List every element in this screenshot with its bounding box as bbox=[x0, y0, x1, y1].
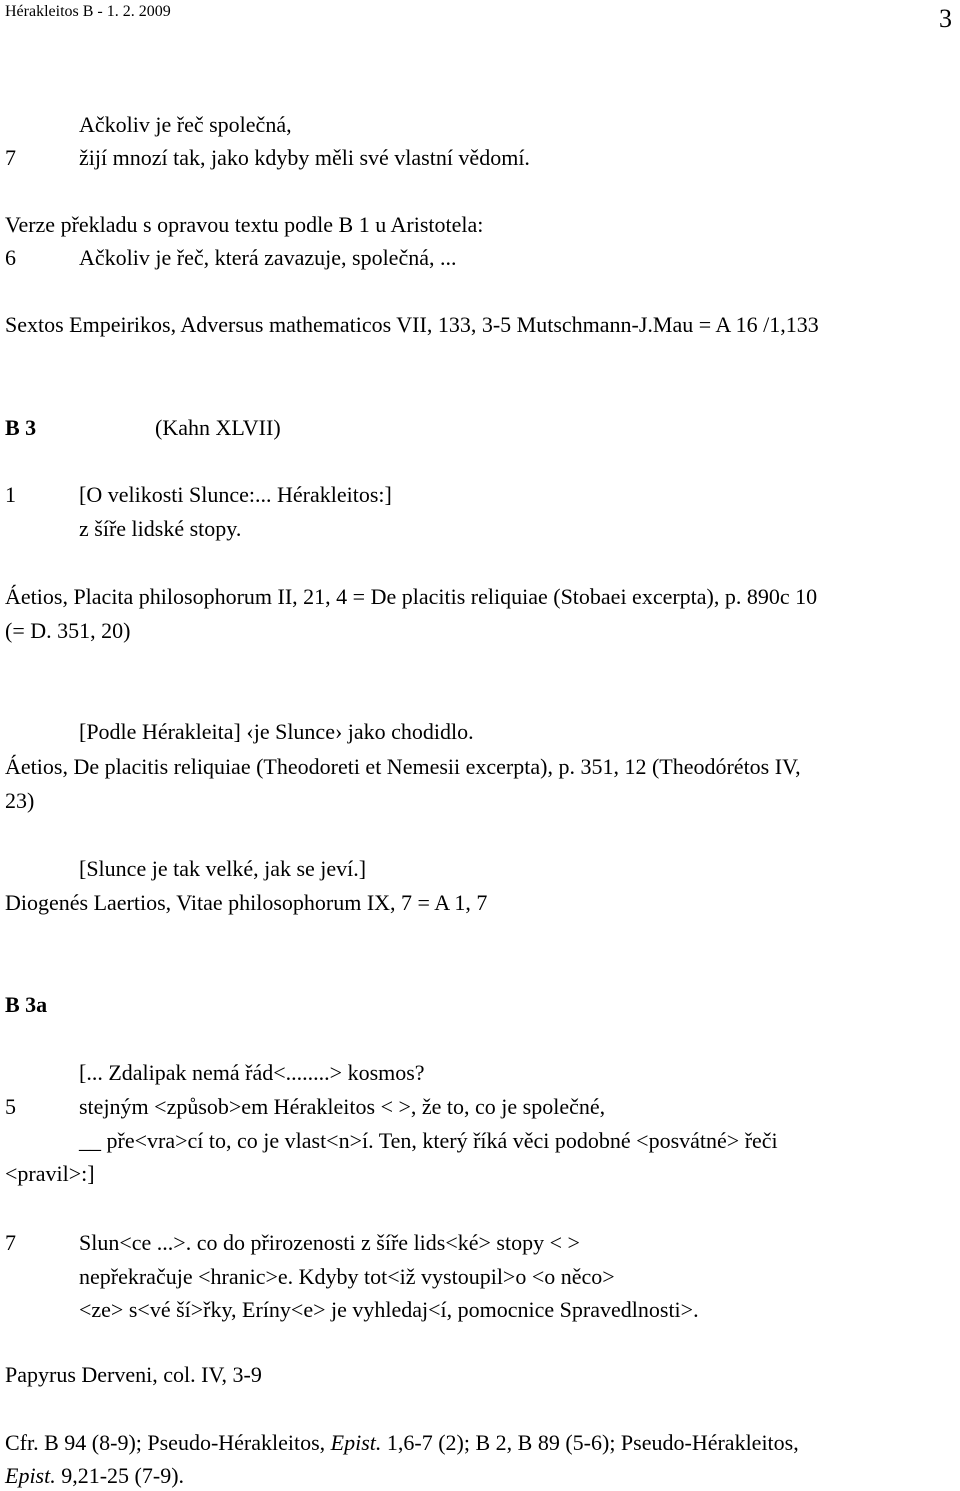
source-citation-cont: 23) bbox=[5, 788, 35, 813]
source-citation-cont: (= D. 351, 20) bbox=[5, 618, 131, 643]
running-header: Hérakleitos B - 1. 2. 2009 bbox=[5, 3, 171, 20]
fragment-line: [... Zdalipak nemá řád<........> kosmos? bbox=[79, 1060, 425, 1085]
fragment-line: nepřekračuje <hranic>e. Kdyby tot<iž vystoupil>o <o něco> bbox=[79, 1264, 615, 1289]
fragment-line: Slun<ce ...>. co do přirozenosti z šíře lids<ké> stopy < > bbox=[79, 1230, 580, 1255]
epist-abbrev: Epist. bbox=[5, 1463, 56, 1488]
kahn-reference: (Kahn XLVII) bbox=[155, 415, 281, 440]
fragment-quote: [Podle Hérakleita] ‹je Slunce› jako chodidlo. bbox=[79, 719, 474, 744]
cfr-text: 9,21-25 (7-9). bbox=[55, 1463, 185, 1488]
source-citation: Diogenés Laertios, Vitae philosophorum IX, 7 = A 1, 7 bbox=[5, 890, 488, 915]
translation-line-a: Ačkoliv je řeč společná, bbox=[79, 112, 292, 137]
fragment-line: <ze> s<vé ší>řky, Eríny<e> je vyhledaj<í, pomocnice Spravedlnosti>. bbox=[79, 1297, 699, 1322]
line-number: 6 bbox=[5, 245, 16, 270]
fragment-line: stejným <způsob>em Hérakleitos < >, že to, co je společné, bbox=[79, 1094, 606, 1119]
line-number: 1 bbox=[5, 482, 16, 507]
cfr-text: 1,6-7 (2); B 2, B 89 (5-6); Pseudo-Hérakleitos, bbox=[381, 1430, 799, 1455]
source-citation: Áetios, Placita philosophorum II, 21, 4 = De placitis reliquiae (Stobaei excerpta), p. 890c 10 bbox=[5, 584, 818, 609]
source-citation: Papyrus Derveni, col. IV, 3-9 bbox=[5, 1362, 262, 1387]
translation-line-b: žijí mnozí tak, jako kdyby měli své vlastní vědomí. bbox=[79, 145, 530, 170]
line-number: 5 bbox=[5, 1094, 16, 1119]
fragment-line: z šíře lidské stopy. bbox=[79, 516, 242, 541]
source-citation: Sextos Empeirikos, Adversus mathematicos VII, 133, 3-5 Mutschmann-J.Mau = A 16 /1,133 bbox=[5, 312, 819, 337]
fragment-line: [O velikosti Slunce:... Hérakleitos:] bbox=[79, 482, 392, 507]
version-heading: Verze překladu s opravou textu podle B 1 u Aristotela: bbox=[5, 212, 484, 237]
section-title-b3a: B 3a bbox=[5, 992, 48, 1017]
fragment-line: __ pře<vra>cí to, co je vlast<n>í. Ten, který říká věci podobné <posvátné> řeči bbox=[79, 1128, 778, 1153]
epist-abbrev: Epist. bbox=[330, 1430, 382, 1455]
cross-reference-line1 bbox=[5, 1430, 799, 1456]
fragment-line: <pravil>:] bbox=[5, 1161, 95, 1186]
cfr-text: Cfr. B 94 (8-9); Pseudo-Hérakleitos, bbox=[5, 1430, 331, 1455]
line-number: 7 bbox=[5, 145, 16, 170]
version-line: Ačkoliv je řeč, která zavazuje, společná, ... bbox=[79, 245, 457, 270]
section-title-b3: B 3 bbox=[5, 415, 37, 440]
source-citation: Áetios, De placitis reliquiae (Theodoreti et Nemesii excerpta), p. 351, 12 (Theodórétos IV, bbox=[5, 754, 801, 779]
page-number: 3 bbox=[939, 4, 952, 33]
line-number: 7 bbox=[5, 1230, 16, 1255]
fragment-quote: [Slunce je tak velké, jak se jeví.] bbox=[79, 856, 367, 881]
cross-reference-line2 bbox=[5, 1463, 184, 1489]
